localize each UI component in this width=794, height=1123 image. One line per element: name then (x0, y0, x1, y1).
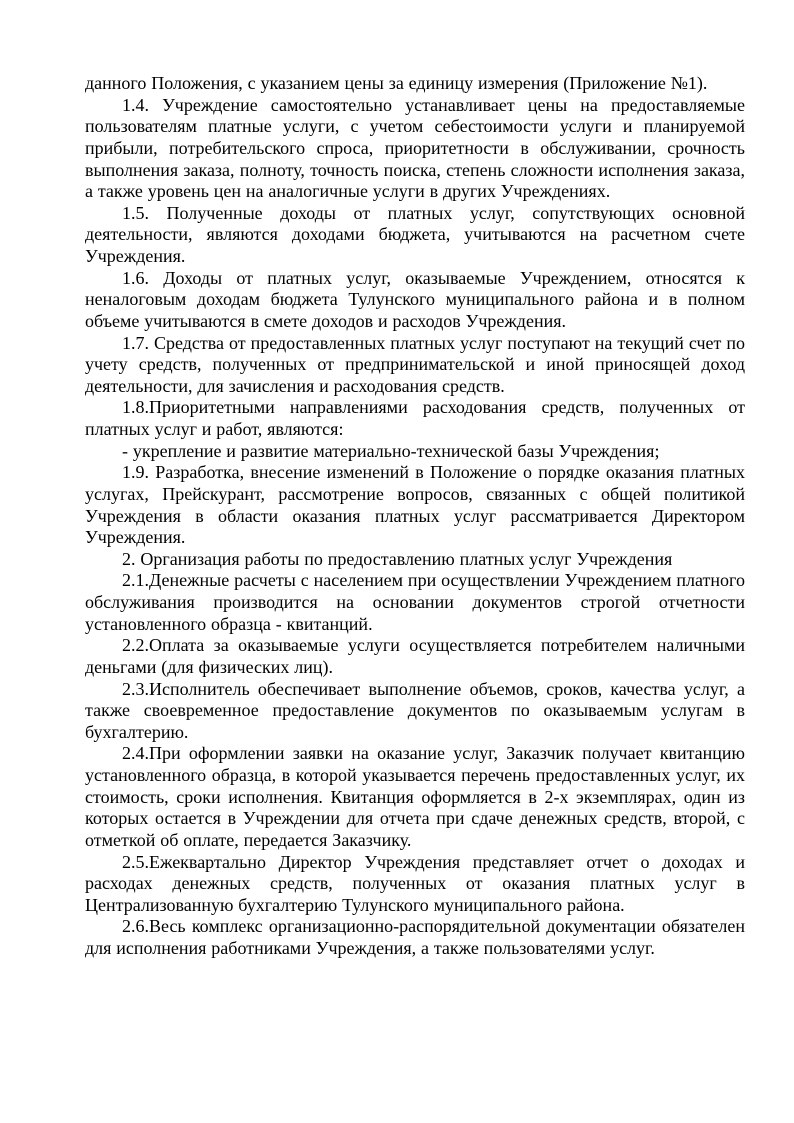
document-body (85, 73, 745, 960)
paragraph: 1.4. Учреждение самостоятельно устанавливает цены на предоставляемые пользователям платные услуги, с учетом себестоимости услуги и планируемой прибыли, потребительского спроса, приоритетности в обслуживании, срочность выполнения заказа, полноту, точность поиска, степень сложности исполнения заказа, а также уровень цен на аналогичные услуги в других Учреждениях. (85, 94, 745, 202)
paragraph: 1.7. Средства от предоставленных платных услуг поступают на текущий счет по учету средств, полученных от предпринимательской и иной приносящей доход деятельности, для зачисления и расходования средств. (85, 332, 745, 396)
paragraph: - укрепление и развитие материально-технической базы Учреждения; (122, 440, 660, 461)
paragraph: 1.5. Полученные доходы от платных услуг, сопутствующих основной деятельности, являются доходами бюджета, учитываются на расчетном счете Учреждения. (85, 202, 745, 266)
paragraph: 1.6. Доходы от платных услуг, оказываемые Учреждением, относятся к неналоговым доходам бюджета Тулунского муниципального района и в полном объеме учитываются в смете доходов и расходов Учреждения. (85, 267, 745, 331)
paragraph: 2.3.Исполнитель обеспечивает выполнение объемов, сроков, качества услуг, а также своевременное предоставление документов по оказываемым услугам в бухгалтерию. (85, 678, 745, 742)
paragraph: 1.9. Разработка, внесение изменений в Положение о порядке оказания платных услугах, Прейскурант, рассмотрение вопросов, связанных с общей политикой Учреждения в области оказания платных услуг рассматривается Директором Учреждения. (85, 462, 745, 548)
paragraph: 2.1.Денежные расчеты с населением при осуществлении Учреждением платного обслуживания производится на основании документов строгой отчетности установленного образца - квитанций. (85, 570, 745, 634)
paragraph: 2.4.При оформлении заявки на оказание услуг, Заказчик получает квитанцию установленного образца, в которой указывается перечень предоставленных услуг, их стоимость, сроки исполнения. Квитанция оформляется в 2-х экземплярах, один из которых остается в Учреждении для отчета при сдаче денежных средств, второй, с отметкой об оплате, передается Заказчику. (85, 743, 745, 850)
paragraph: данного Положения, с указанием цены за единицу измерения (Приложение №1). (85, 73, 708, 93)
paragraph: 2.2.Оплата за оказываемые услуги осуществляется потребителем наличными деньгами (для физических лиц). (85, 635, 745, 677)
paragraph: 2. Организация работы по предоставлению платных услуг Учреждения (122, 548, 673, 569)
paragraph: 2.5.Ежеквартально Директор Учреждения представляет отчет о доходах и расходах денежных средств, полученных от оказания платных услуг в Централизованную бухгалтерию Тулунского муниципального района. (85, 851, 745, 915)
paragraph: 1.8.Приоритетными направлениями расходования средств, полученных от платных услуг и работ, являются: (85, 397, 745, 439)
paragraph: 2.6.Весь комплекс организационно-распорядительной документации обязателен для исполнения работниками Учреждения, а также пользователями услуг. (85, 916, 745, 958)
